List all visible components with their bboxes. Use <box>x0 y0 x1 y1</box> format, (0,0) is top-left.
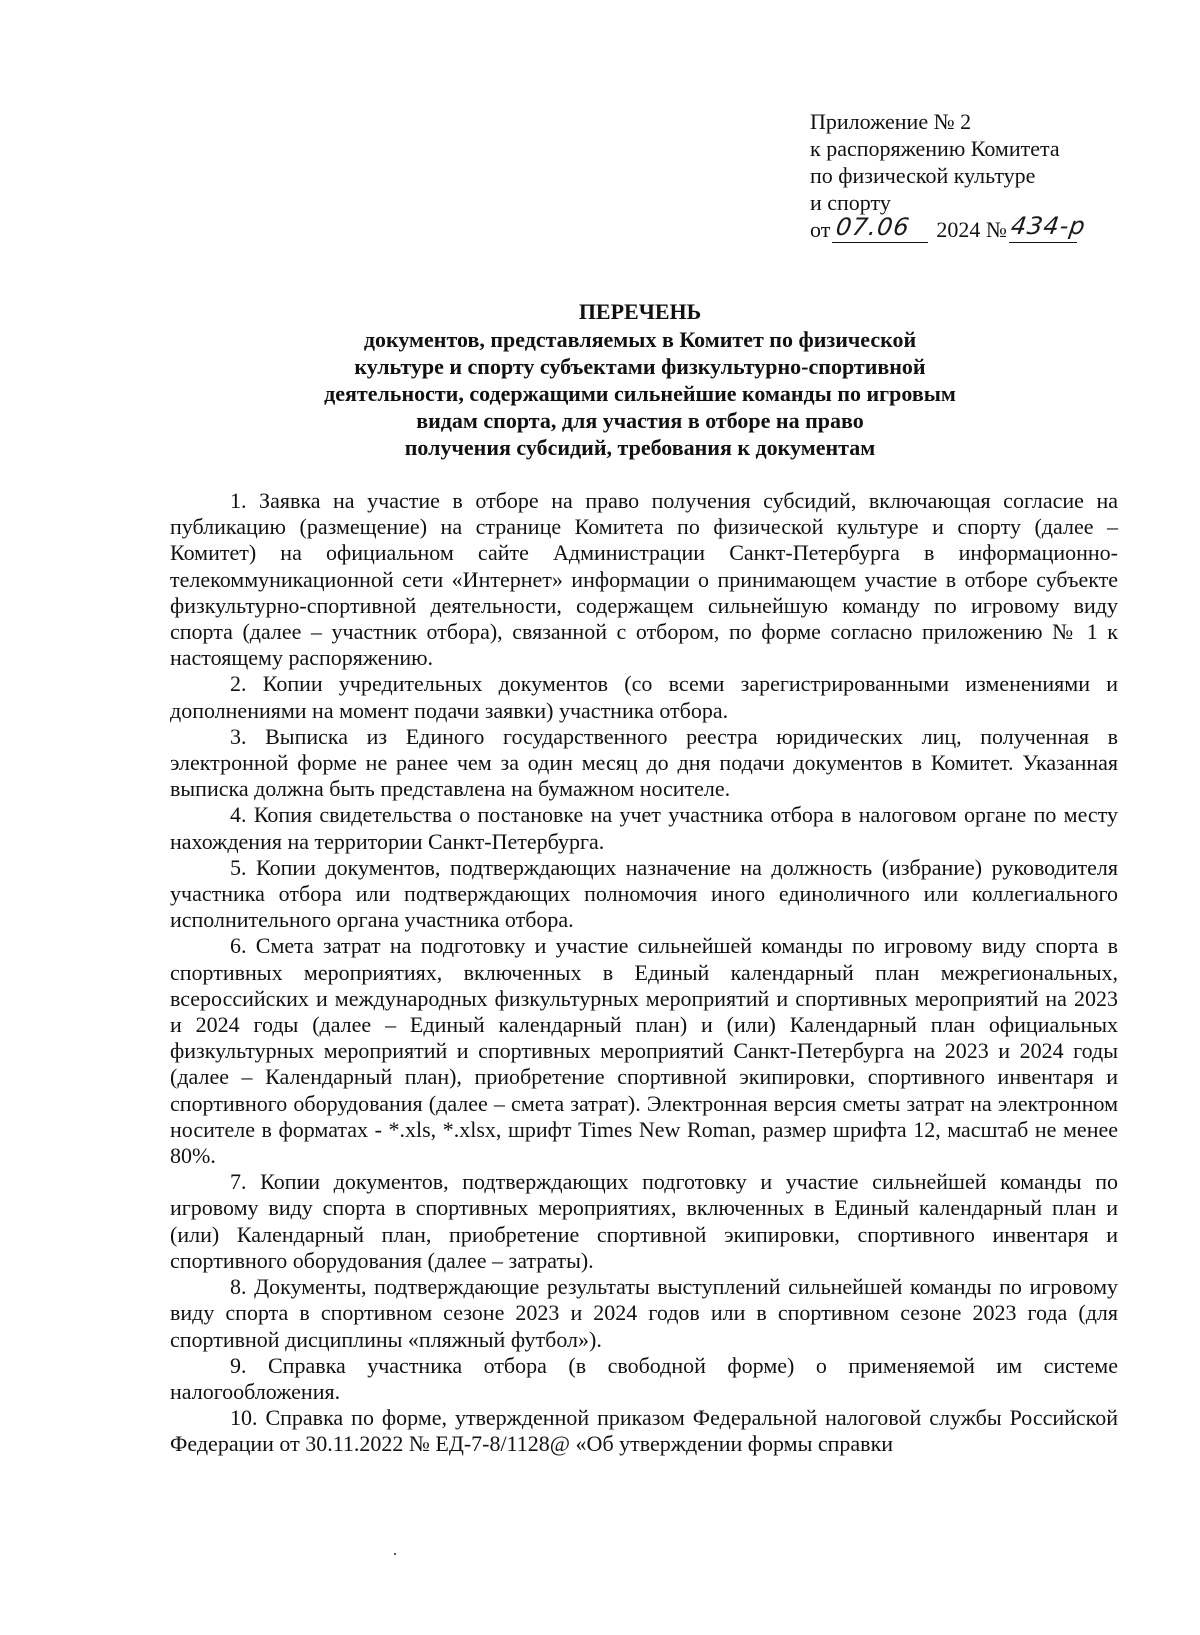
handwritten-number: 434-р <box>1008 212 1088 240</box>
appendix-line: Приложение № 2 <box>810 109 972 134</box>
title-line: культуре и спорту субъектами физкультурно-спортивной <box>354 354 926 379</box>
paragraph-7: 7. Копии документов, подтверждающих подготовку и участие сильнейшей команды по игровому виду спорта в спортивных мероприятиях, включенных в Единый календарный план и (или) Календарный план, приобретение спортивной экипировки, спортивного инвентаря и спортивного оборудования (далее – затраты). <box>170 1169 1118 1273</box>
paragraph-1: 1. Заявка на участие в отборе на право получения субсидий, включающая согласие на публикацию (размещение) на странице Комитета по физической культуре и спорту (далее – Комитет) на официальном сайте Администрации Санкт-Петербурга в информационно-телекоммуникационной сети «Интернет» информации о принимающем участие в отборе субъекте физкультурно-спортивной деятельности, содержащем сильнейшую команду по игровому виду спорта (далее – участник отбора), связанной с отбором, по форме согласно приложению № 1 к настоящему распоряжению. <box>170 488 1118 671</box>
appendix-date-line <box>810 212 1170 243</box>
appendix-line: по физической культуре <box>810 163 1036 188</box>
year-label: 2024 № <box>936 217 1007 242</box>
title-line: видам спорта, для участия в отборе на право <box>416 408 864 433</box>
title-line: документов, представляемых в Комитет по физической <box>363 327 917 352</box>
paragraph-8: 8. Документы, подтверждающие результаты выступлений сильнейшей команды по игровому виду спорта в спортивном сезоне 2023 и 2024 годов или в спортивном сезоне 2023 года (для спортивной дисциплины «пляжный футбол»). <box>170 1274 1118 1352</box>
date-blank <box>832 213 928 243</box>
paragraph-4: 4. Копия свидетельства о постановке на учет участника отбора в налоговом органе по месту нахождения на территории Санкт-Петербурга. <box>170 802 1118 854</box>
paragraph-6: 6. Смета затрат на подготовку и участие сильнейшей команды по игровому виду спорта в спортивных мероприятиях, включенных в Единый календарный план межрегиональных, всероссийских и международных физкультурных мероприятий и спортивных мероприятий на 2023 и 2024 годы (далее – Единый календарный план) и (или) Календарный план официальных физкультурных мероприятий и спортивных мероприятий Санкт-Петербурга на 2023 и 2024 годы (далее – Календарный план), приобретение спортивной экипировки, спортивного инвентаря и спортивного оборудования (далее – смета затрат). Электронная версия сметы затрат на электронном носителе в форматах - *.xls, *.xlsx, шрифт Times New Roman, размер шрифта 12, масштаб не менее 80%. <box>170 933 1118 1169</box>
handwritten-date: 07.06 <box>834 213 913 241</box>
paragraph-5: 5. Копии документов, подтверждающих назначение на должность (избрание) руководителя участника отбора или подтверждающих полномочия иного единоличного или коллегиального исполнительного органа участника отбора. <box>170 854 1118 933</box>
appendix-line: к распоряжению Комитета <box>810 136 1060 161</box>
paragraph-3: 3. Выписка из Единого государственного реестра юридических лиц, полученная в электронной форме не ранее чем за один месяц до дня подачи документов в Комитет. Указанная выписка должна быть представлена на бумажном носителе. <box>170 723 1118 802</box>
paragraph-2: 2. Копии учредительных документов (со всеми зарегистрированными изменениями и дополнениями на момент подачи заявки) участника отбора. <box>170 671 1118 723</box>
title-line: получения субсидий, требования к документам <box>404 435 876 460</box>
date-prefix: от <box>810 217 831 242</box>
document-title <box>170 298 1110 461</box>
paragraph-10: 10. Справка по форме, утвержденной приказом Федеральной налоговой службы Российской Федерации от 30.11.2022 № ЕД-7-8/1128@ «Об утверждении формы справки <box>170 1405 1118 1457</box>
number-blank <box>1008 212 1088 243</box>
document-body <box>170 488 1118 1458</box>
scan-speck <box>394 1553 396 1555</box>
title-line: деятельности, содержащими сильнейшие команды по игровым <box>324 381 956 406</box>
appendix-line: и спорту <box>810 190 891 215</box>
paragraph-9: 9. Справка участника отбора (в свободной форме) о применяемой им системе налогообложения. <box>170 1352 1118 1404</box>
appendix-header <box>810 108 1170 243</box>
title-main: ПЕРЕЧЕНЬ <box>578 299 702 324</box>
